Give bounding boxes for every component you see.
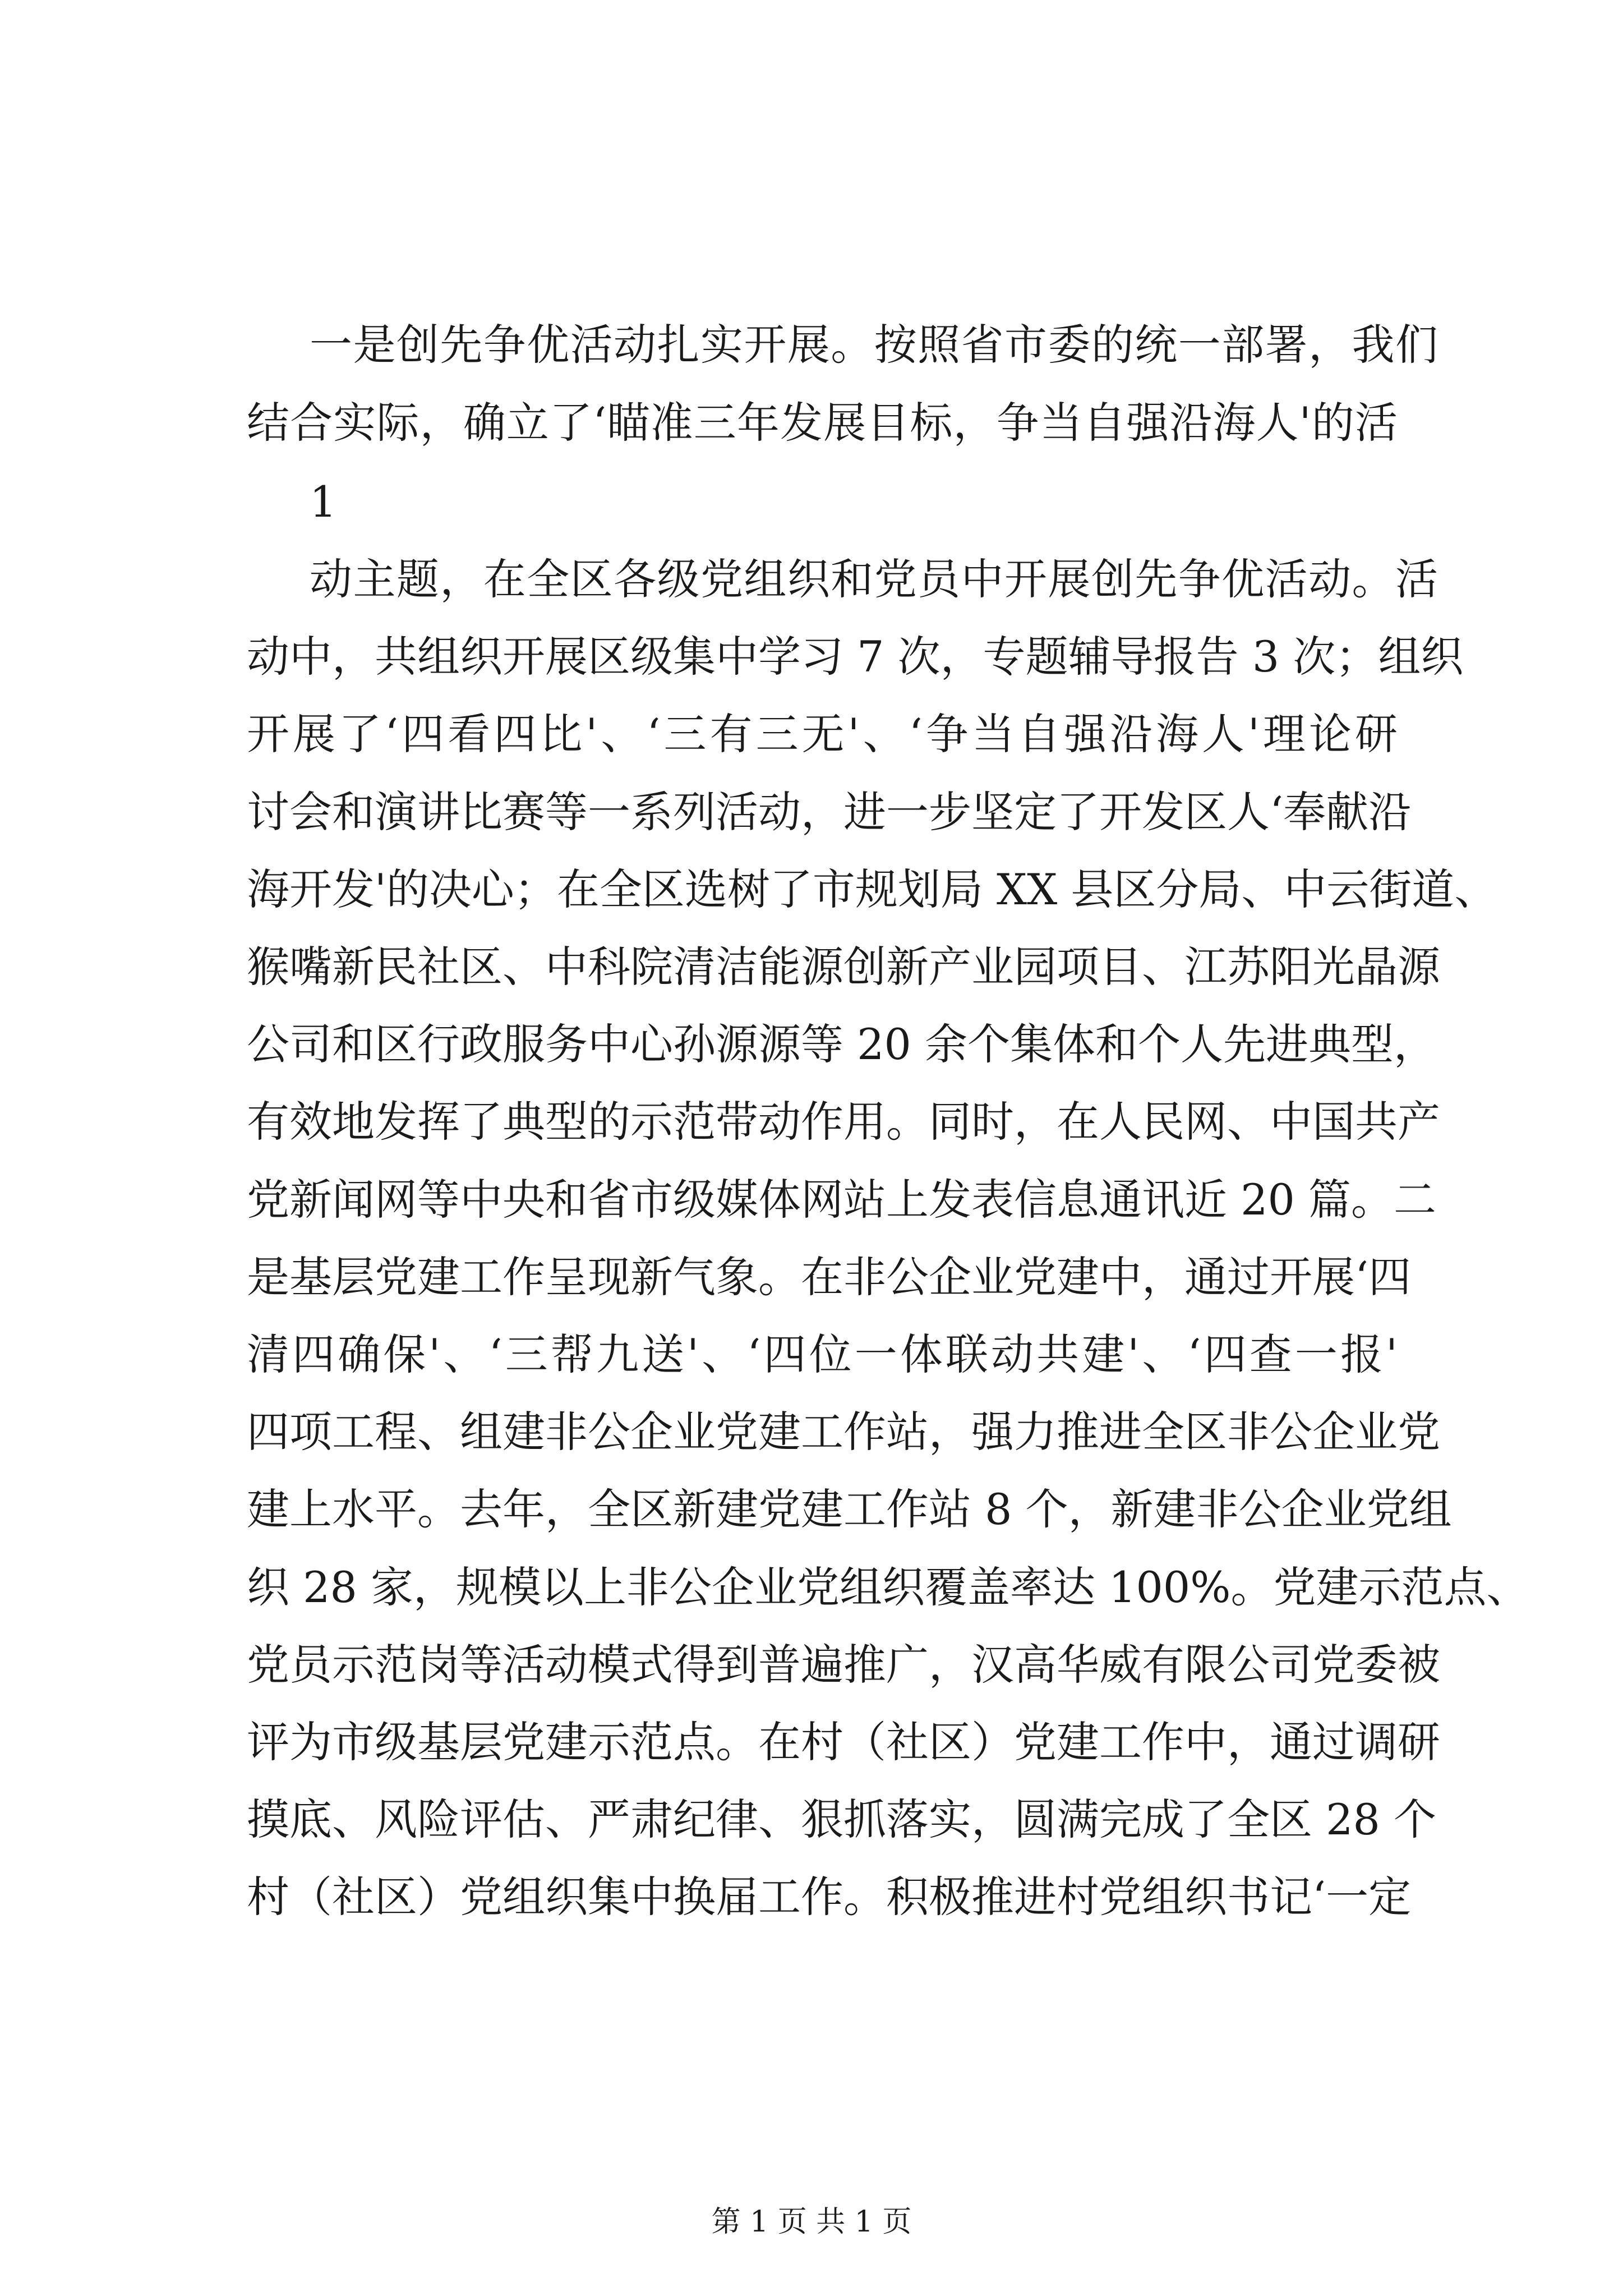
paragraph-line-7: 海开发'的决心；在全区选树了市规划局 XX 县区分局、中云街道、 [247, 864, 1497, 914]
paragraph-line-9: 公司和区行政服务中心孙源源等 20 余个集体和个人先进典型， [247, 1019, 1437, 1069]
paragraph-line-16: 织 28 家，规模以上非公企业党组织覆盖率达 100%。党建示范点、 [247, 1562, 1529, 1612]
paragraph-line-1: 一是创先争优活动扎实开展。按照省市委的统一部署，我们 [310, 320, 1438, 370]
page-footer: 第 1 页 共 1 页 [711, 2205, 912, 2239]
paragraph-line-17: 党员示范岗等活动模式得到普遍推广，汉高华威有限公司党委被 [247, 1640, 1440, 1690]
paragraph-line-15: 建上水平。去年，全区新建党建工作站 8 个，新建非公企业党组 [247, 1484, 1452, 1534]
paragraph-line-5: 开展了‘四看四比'、‘三有三无'、‘争当自强沿海人'理论研 [247, 709, 1398, 759]
paragraph-line-3: 动主题，在全区各级党组织和党员中开展创先争优活动。活 [310, 554, 1438, 604]
paragraph-line-12: 是基层党建工作呈现新气象。在非公企业党建中，通过开展‘四 [247, 1252, 1412, 1302]
paragraph-line-6: 讨会和演讲比赛等一系列活动，进一步坚定了开发区人‘奉献沿 [247, 787, 1412, 837]
paragraph-line-18: 评为市级基层党建示范点。在村（社区）党建工作中，通过调研 [247, 1717, 1440, 1767]
paragraph-line-10: 有效地发挥了典型的示范带动作用。同时，在人民网、中国共产 [247, 1097, 1440, 1147]
page-number-marker: 1 [310, 477, 337, 527]
paragraph-line-8: 猴嘴新民社区、中科院清洁能源创新产业园项目、江苏阳光晶源 [247, 942, 1440, 992]
paragraph-line-19: 摸底、风险评估、严肃纪律、狠抓落实，圆满完成了全区 28 个 [247, 1795, 1437, 1844]
paragraph-line-4: 动中，共组织开展区级集中学习 7 次，专题辅导报告 3 次；组织 [247, 632, 1464, 682]
paragraph-line-20: 村（社区）党组织集中换届工作。积极推进村党组织书记‘一定 [247, 1872, 1412, 1922]
paragraph-line-14: 四项工程、组建非公企业党建工作站，强力推进全区非公企业党 [247, 1407, 1440, 1457]
paragraph-line-2: 结合实际，确立了‘瞄准三年发展目标，争当自强沿海人'的活 [247, 398, 1398, 448]
paragraph-line-11: 党新闻网等中央和省市级媒体网站上发表信息通讯近 20 篇。二 [247, 1175, 1437, 1225]
paragraph-line-13: 清四确保'、‘三帮九送'、‘四位一体联动共建'、‘四查一报' [247, 1329, 1398, 1379]
